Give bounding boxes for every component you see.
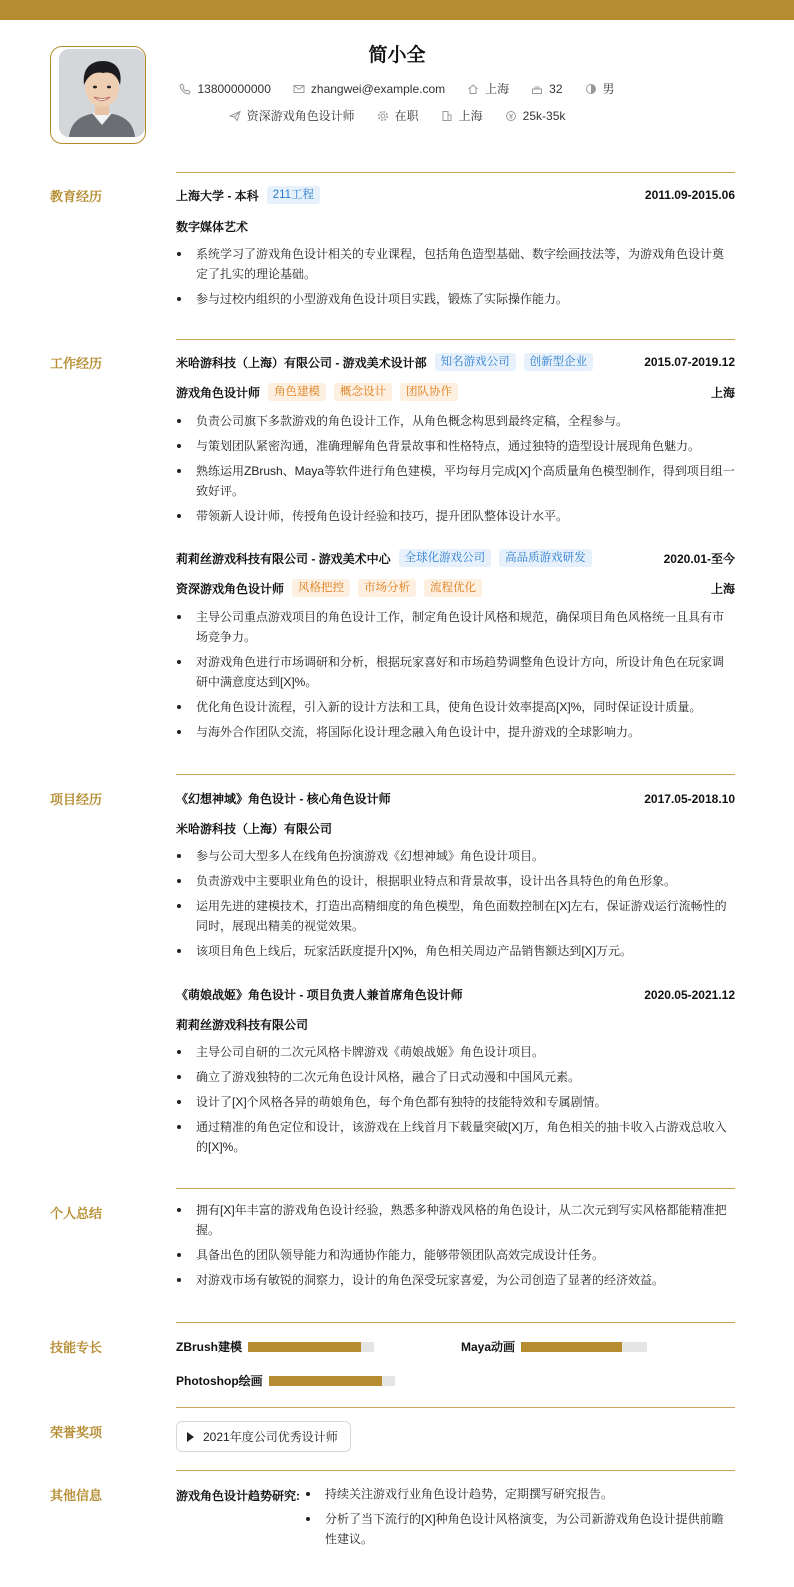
salary-text: 25k-35k (522, 108, 566, 123)
section-divider (176, 1322, 735, 1323)
list-item: 负责游戏中主要职业角色的设计，根据职业特点和背景故事，设计出各具特色的角色形象。 (176, 871, 735, 891)
education-bullets (176, 244, 735, 314)
top-accent-bar (0, 0, 794, 20)
job-city: 上海 (710, 385, 735, 400)
section-divider (176, 774, 735, 775)
project-name: 《幻想神域》角色设计 - 核心角色设计师 (176, 792, 391, 806)
section-title-work: 工作经历 (50, 356, 103, 371)
coin-icon (505, 110, 517, 122)
phone-text: 13800000000 (197, 81, 271, 96)
section-title-honors: 荣誉奖项 (50, 1425, 103, 1440)
building-icon (441, 110, 453, 122)
phone-icon (179, 83, 191, 95)
major (176, 218, 735, 235)
home-icon (467, 83, 479, 95)
role-tag: 风格把控 (292, 579, 350, 597)
contact-row (0, 80, 794, 97)
section-title-education: 教育经历 (50, 189, 103, 204)
list-item: 运用先进的建模技术，打造出高精细度的角色模型，角色面数控制在[X]左右，保证游戏运行流畅性的同时，展现出精美的视觉效果。 (176, 896, 735, 936)
section-divider (176, 172, 735, 173)
company-tag: 创新型企业 (524, 353, 594, 371)
section-title-skills: 技能专长 (50, 1340, 103, 1355)
project-2-company (176, 1016, 735, 1033)
section-divider (176, 1470, 735, 1471)
skill-name: Maya动画 (461, 1340, 516, 1354)
summary-bullets (176, 1200, 735, 1295)
project-1-header (176, 790, 735, 807)
salary-item (505, 107, 566, 124)
mail-icon (293, 83, 305, 95)
project-date: 2020.05-2021.12 (644, 987, 735, 1002)
major-text: 数字媒体艺术 (176, 220, 249, 234)
section-title-other: 其他信息 (50, 1488, 103, 1503)
age-item (531, 80, 562, 97)
location-text: 上海 (485, 82, 510, 96)
other-bullets (305, 1484, 735, 1554)
list-item: 主导公司重点游戏项目的角色设计工作，制定角色设计风格和规范，确保项目角色风格统一且具有市场竞争力。 (176, 607, 735, 647)
job-1-header (176, 353, 735, 371)
job-title-text: 资深游戏角色设计师 (246, 109, 355, 123)
other-label: 游戏角色设计趋势研究: (176, 1489, 300, 1503)
role-tag: 概念设计 (334, 383, 392, 401)
list-item: 分析了当下流行的[X]种角色设计风格演变，为公司新游戏角色设计提供前瞻性建议。 (305, 1509, 735, 1549)
email-item (293, 80, 445, 97)
age-text: 32 (549, 81, 563, 96)
education-date: 2011.09-2015.06 (644, 188, 735, 202)
city-text: 上海 (458, 109, 483, 123)
section-title-summary: 个人总结 (50, 1206, 103, 1221)
section-divider (176, 1188, 735, 1189)
list-item: 持续关注游戏行业角色设计趋势，定期撰写研究报告。 (305, 1484, 735, 1504)
skill-bar-fill (269, 1376, 382, 1386)
project-name: 《萌娘战姬》角色设计 - 项目负责人兼首席角色设计师 (176, 988, 463, 1002)
list-item: 与海外合作团队交流，将国际化设计理念融入角色设计中，提升游戏的全球影响力。 (176, 722, 735, 742)
gender-item (585, 80, 615, 97)
project-company: 莉莉丝游戏科技有限公司 (176, 1018, 309, 1032)
list-item: 优化角色设计流程，引入新的设计方法和工具，使角色设计效率提高[X]%，同时保证设计质量。 (176, 697, 735, 717)
skill-name: ZBrush建模 (176, 1340, 243, 1354)
school-tag: 211工程 (267, 186, 320, 204)
status-text: 在职 (394, 109, 419, 123)
project-2-bullets (176, 1042, 735, 1162)
role-tag: 团队协作 (400, 383, 458, 401)
skill-bar-fill (248, 1342, 361, 1352)
gender-text: 男 (602, 82, 615, 96)
role-tag: 市场分析 (358, 579, 416, 597)
company-tag: 全球化游戏公司 (399, 549, 492, 567)
job-2-bullets (176, 607, 735, 747)
skill-item (461, 1338, 647, 1355)
award-item[interactable] (176, 1421, 351, 1452)
gear-icon (377, 110, 389, 122)
skill-bar (269, 1376, 395, 1386)
skill-item (176, 1338, 374, 1355)
gender-icon (585, 83, 597, 95)
location-item (467, 80, 509, 97)
job-date: 2020.01-至今 (663, 551, 735, 566)
city-item (441, 107, 483, 124)
skill-bar (248, 1342, 374, 1352)
skill-bar (521, 1342, 647, 1352)
project-1-company (176, 820, 735, 837)
skill-item (176, 1372, 395, 1389)
play-icon (187, 1432, 194, 1442)
list-item: 参与公司大型多人在线角色扮演游戏《幻想神域》角色设计项目。 (176, 846, 735, 866)
role-name: 资深游戏角色设计师 (176, 581, 285, 596)
role-tag: 流程优化 (424, 579, 482, 597)
company-name: 米哈游科技（上海）有限公司 - 游戏美术设计部 (176, 355, 427, 370)
list-item: 参与过校内组织的小型游戏角色设计项目实践，锻炼了实际操作能力。 (176, 289, 735, 309)
company-tag: 高品质游戏研发 (499, 549, 592, 567)
list-item: 与策划团队紧密沟通，准确理解角色背景故事和性格特点，通过独特的造型设计展现角色魅力。 (176, 436, 735, 456)
job-date: 2015.07-2019.12 (644, 355, 735, 369)
list-item: 带领新人设计师，传授角色设计经验和技巧，提升团队整体设计水平。 (176, 506, 735, 526)
company-tag: 知名游戏公司 (435, 353, 516, 371)
company-name: 莉莉丝游戏科技有限公司 - 游戏美术中心 (176, 551, 391, 566)
phone-item (179, 80, 270, 97)
role-tag: 角色建模 (268, 383, 326, 401)
list-item: 设计了[X]个风格各异的萌娘角色，每个角色都有独特的技能特效和专属剧情。 (176, 1092, 735, 1112)
list-item: 通过精准的角色定位和设计，该游戏在上线首月下载量突破[X]万，角色相关的抽卡收入占游戏总收入的[X]%。 (176, 1117, 735, 1157)
list-item: 熟练运用ZBrush、Maya等软件进行角色建模，平均每月完成[X]个高质量角色模型制作，得到项目组一致好评。 (176, 461, 735, 501)
education-header (176, 186, 735, 204)
email-text: zhangwei@example.com (310, 81, 446, 96)
job-1-role (176, 383, 735, 401)
section-title-projects: 项目经历 (50, 792, 103, 807)
status-item (377, 107, 419, 124)
school-name: 上海大学 - 本科 (176, 188, 259, 203)
list-item: 系统学习了游戏角色设计相关的专业课程，包括角色造型基础、数字绘画技法等，为游戏角色设计奠定了扎实的理论基础。 (176, 244, 735, 284)
project-company: 米哈游科技（上海）有限公司 (176, 822, 333, 836)
job-row (0, 107, 794, 124)
project-2-header (176, 986, 735, 1003)
section-divider (176, 339, 735, 340)
list-item: 对游戏角色进行市场调研和分析，根据玩家喜好和市场趋势调整角色设计方向，所设计角色在玩家调研中满意度达到[X]%。 (176, 652, 735, 692)
role-name: 游戏角色设计师 (176, 385, 261, 400)
candidate-name: 简小全 (368, 45, 426, 66)
list-item: 主导公司自研的二次元风格卡牌游戏《萌娘战姬》角色设计项目。 (176, 1042, 735, 1062)
list-item: 拥有[X]年丰富的游戏角色设计经验，熟悉多种游戏风格的角色设计，从二次元到写实风格都能精准把握。 (176, 1200, 735, 1240)
job-1-bullets (176, 411, 735, 531)
skill-name: Photoshop绘画 (176, 1374, 263, 1388)
cake-icon (531, 83, 543, 95)
job-city: 上海 (710, 581, 735, 596)
list-item: 确立了游戏独特的二次元角色设计风格，融合了日式动漫和中国风元素。 (176, 1067, 735, 1087)
section-divider (176, 1407, 735, 1408)
job-title-item (229, 107, 355, 124)
skill-bar-fill (521, 1342, 622, 1352)
paper-plane-icon (229, 110, 241, 122)
project-1-bullets (176, 846, 735, 966)
list-item: 该项目角色上线后，玩家活跃度提升[X]%，角色相关周边产品销售额达到[X]万元。 (176, 941, 735, 961)
list-item: 具备出色的团队领导能力和沟通协作能力，能够带领团队高效完成设计任务。 (176, 1245, 735, 1265)
project-date: 2017.05-2018.10 (644, 791, 735, 806)
list-item: 对游戏市场有敏锐的洞察力，设计的角色深受玩家喜爱，为公司创造了显著的经济效益。 (176, 1270, 735, 1290)
job-2-role (176, 579, 735, 597)
job-2-header (176, 549, 735, 567)
list-item: 负责公司旗下多款游戏的角色设计工作，从角色概念构思到最终定稿，全程参与。 (176, 411, 735, 431)
award-text: 2021年度公司优秀设计师 (203, 1430, 338, 1444)
